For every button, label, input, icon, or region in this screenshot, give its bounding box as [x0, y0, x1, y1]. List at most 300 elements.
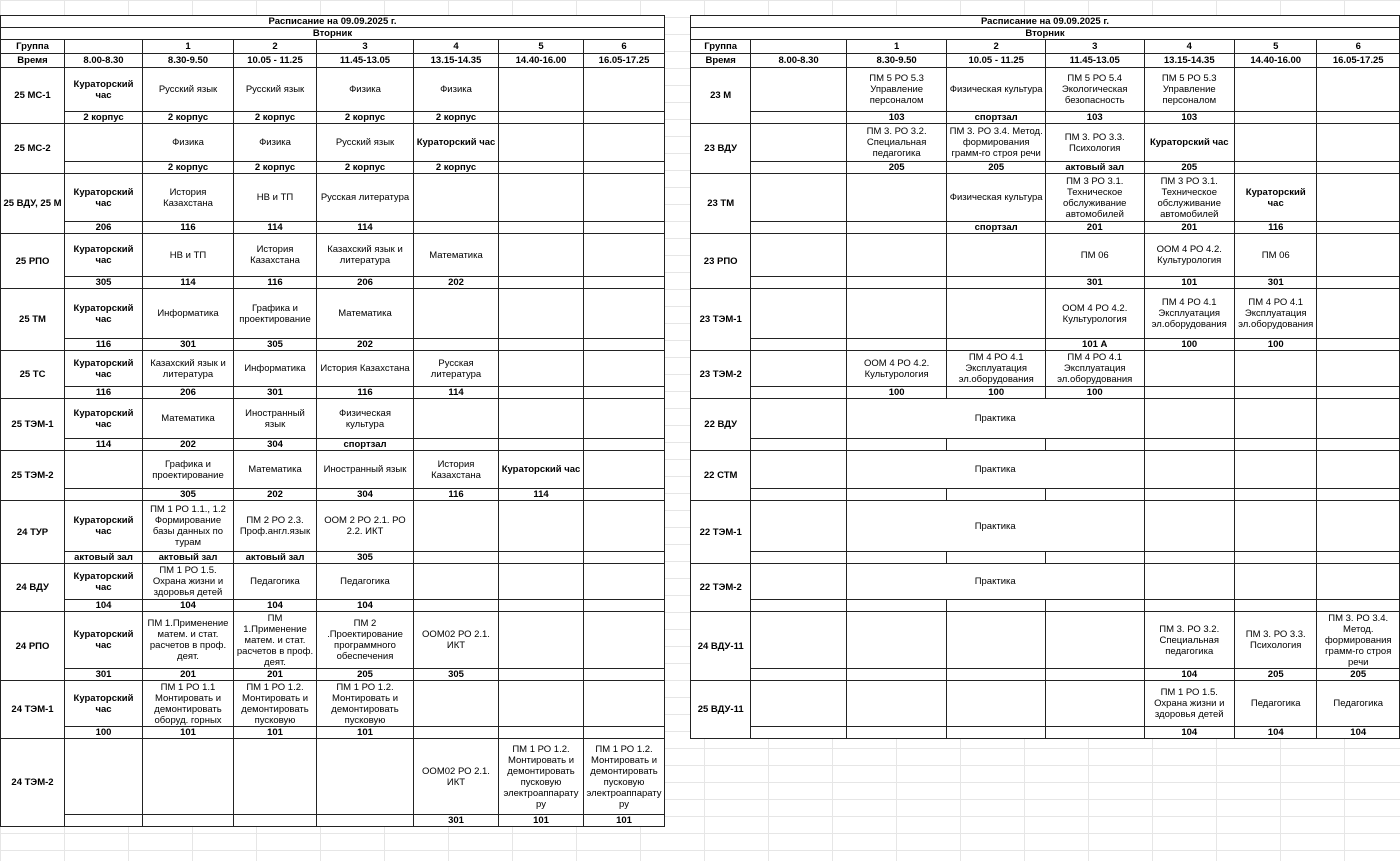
room-cell [499, 387, 584, 399]
room-cell [65, 489, 143, 501]
subject-cell [584, 174, 665, 222]
room-cell: спортзал [947, 222, 1046, 234]
subject-cell [1144, 351, 1235, 387]
lesson-number: 1 [846, 40, 947, 54]
subject-cell [1235, 68, 1317, 112]
group-room-row [691, 552, 1400, 564]
time-slot: 11.45-13.05 [317, 54, 414, 68]
group-subject-row [1, 68, 665, 112]
room-cell [584, 552, 665, 564]
subject-cell: Иностранный язык [317, 451, 414, 489]
group-subject-row [1, 739, 665, 815]
room-cell: 206 [143, 387, 234, 399]
subject-cell [751, 174, 847, 222]
room-cell: 103 [846, 112, 947, 124]
subject-cell [846, 612, 947, 669]
room-cell [414, 439, 499, 451]
practice-cell: Практика [846, 399, 1144, 439]
subject-cell [1045, 681, 1144, 727]
subject-cell: Педагогика [1235, 681, 1317, 727]
subject-cell: ПМ 3 РО 3.1. Техническое обслуживание автомобилей [1144, 174, 1235, 222]
room-cell [1045, 669, 1144, 681]
room-cell: 301 [65, 669, 143, 681]
room-cell: 101 [499, 815, 584, 827]
room-cell: 201 [143, 669, 234, 681]
room-cell [1317, 277, 1400, 289]
subject-cell [499, 681, 584, 727]
group-name: 25 ТС [1, 351, 65, 399]
time-slot: 13.15-14.35 [1144, 54, 1235, 68]
group-room-row [1, 439, 665, 451]
lesson-number: 1 [143, 40, 234, 54]
room-cell: 305 [65, 277, 143, 289]
group-subject-row [691, 68, 1400, 112]
group-room-row [691, 439, 1400, 451]
subject-cell: Кураторский час [65, 174, 143, 222]
subject-cell: Физика [414, 68, 499, 112]
schedule-day: Вторник [691, 28, 1400, 40]
subject-cell [751, 612, 847, 669]
room-cell [1144, 600, 1235, 612]
subject-cell [584, 399, 665, 439]
room-cell [1235, 387, 1317, 399]
room-cell [947, 277, 1046, 289]
group-room-row [691, 489, 1400, 501]
subject-cell: Педагогика [317, 564, 414, 600]
group-name: 24 ТЭМ-2 [1, 739, 65, 827]
subject-cell: Физическая культура [317, 399, 414, 439]
schedule-table-right [690, 15, 1400, 739]
room-cell [1235, 112, 1317, 124]
lesson-number: 5 [499, 40, 584, 54]
group-subject-row [1, 289, 665, 339]
group-name: 24 ТЭМ-1 [1, 681, 65, 739]
group-subject-row [691, 399, 1400, 439]
room-cell [414, 222, 499, 234]
subject-cell [584, 681, 665, 727]
time-slot: 8.00-8.30 [65, 54, 143, 68]
subject-cell: Физика [317, 68, 414, 112]
time-slot: 11.45-13.05 [1045, 54, 1144, 68]
time-slot: 10.05 - 11.25 [234, 54, 317, 68]
subject-cell: Кураторский час [499, 451, 584, 489]
room-cell [584, 669, 665, 681]
subject-cell: ПМ 1 РО 1.5. Охрана жизни и здоровья детей [143, 564, 234, 600]
subject-cell [499, 564, 584, 600]
group-header: Группа [1, 40, 65, 54]
room-cell: 202 [414, 277, 499, 289]
subject-cell: Физическая культура [947, 68, 1046, 112]
group-room-row [1, 600, 665, 612]
subject-cell [499, 289, 584, 339]
group-subject-row [691, 564, 1400, 600]
group-room-row [1, 669, 665, 681]
group-name: 23 М [691, 68, 751, 124]
subject-cell [1317, 174, 1400, 222]
subject-cell [947, 681, 1046, 727]
empty-cell [1144, 451, 1235, 489]
room-cell [584, 489, 665, 501]
room-cell: 104 [1144, 669, 1235, 681]
group-subject-row [691, 174, 1400, 222]
room-cell [499, 162, 584, 174]
room-cell: 301 [234, 387, 317, 399]
group-name: 25 ТМ [1, 289, 65, 351]
room-cell [414, 339, 499, 351]
subject-cell: Физика [143, 124, 234, 162]
subject-cell: Математика [317, 289, 414, 339]
subject-cell: Русский язык [234, 68, 317, 112]
group-name: 24 ВДУ-11 [691, 612, 751, 681]
subject-cell: ПМ 1 РО 1.2. Монтировать и демонтировать пусковую [234, 681, 317, 727]
subject-cell: ООМ 2 РО 2.1. РО 2.2. ИКТ [317, 501, 414, 552]
room-cell [499, 552, 584, 564]
group-subject-row [1, 681, 665, 727]
lesson-number: 2 [947, 40, 1046, 54]
room-cell [1317, 162, 1400, 174]
group-room-row [1, 112, 665, 124]
room-cell [751, 439, 847, 451]
group-name: 24 ВДУ [1, 564, 65, 612]
room-cell: 104 [317, 600, 414, 612]
room-cell [584, 162, 665, 174]
room-cell: 104 [1144, 727, 1235, 739]
group-room-row [691, 727, 1400, 739]
group-subject-row [1, 612, 665, 669]
lesson-number: 6 [1317, 40, 1400, 54]
practice-cell: Практика [846, 564, 1144, 600]
subject-cell: Кураторский час [65, 399, 143, 439]
group-room-row [691, 277, 1400, 289]
subject-cell [65, 451, 143, 489]
room-cell [65, 815, 143, 827]
schedule-title: Расписание на 09.09.2025 г. [1, 16, 665, 28]
subject-cell: ООМ02 РО 2.1. ИКТ [414, 612, 499, 669]
lesson-number-row [691, 40, 1400, 54]
subject-cell: Информатика [143, 289, 234, 339]
room-cell [751, 387, 847, 399]
subject-cell [584, 289, 665, 339]
room-cell [499, 277, 584, 289]
room-cell [751, 162, 847, 174]
subject-cell [1235, 124, 1317, 162]
room-cell [846, 277, 947, 289]
group-subject-row [1, 564, 665, 600]
empty-cell [1235, 564, 1317, 600]
group-room-row [691, 112, 1400, 124]
schedule-title: Расписание на 09.09.2025 г. [691, 16, 1400, 28]
schedule-table-left [0, 15, 665, 827]
room-cell [1144, 489, 1235, 501]
room-cell: 116 [1235, 222, 1317, 234]
practice-cell: Практика [846, 451, 1144, 489]
subject-cell: ООМ 4 РО 4.2. Культурология [1144, 234, 1235, 277]
group-room-row [691, 669, 1400, 681]
subject-cell [499, 68, 584, 112]
group-subject-row [691, 124, 1400, 162]
room-cell: 114 [414, 387, 499, 399]
room-cell: 114 [317, 222, 414, 234]
time-slot: 8.30-9.50 [846, 54, 947, 68]
subject-cell: Русская литература [317, 174, 414, 222]
room-cell [751, 552, 847, 564]
subject-cell: Кураторский час [65, 351, 143, 387]
group-subject-row [691, 234, 1400, 277]
subject-cell [499, 234, 584, 277]
room-cell: 114 [143, 277, 234, 289]
group-room-row [1, 277, 665, 289]
subject-cell: Графика и проектирование [234, 289, 317, 339]
room-cell: 100 [1235, 339, 1317, 351]
group-name: 23 РПО [691, 234, 751, 289]
subject-cell: ПМ 3. РО 3.4. Метод. формирования грамм-го строя речи [1317, 612, 1400, 669]
room-cell [846, 489, 947, 501]
empty-cell [1317, 451, 1400, 489]
room-cell: 116 [414, 489, 499, 501]
lesson-number: 2 [234, 40, 317, 54]
subject-cell: ПМ 1 РО 1.1 Монтировать и демонтировать оборуд. горных [143, 681, 234, 727]
room-cell [414, 600, 499, 612]
subject-cell: Кураторский час [65, 234, 143, 277]
group-subject-row [691, 501, 1400, 552]
time-slot: 8.30-9.50 [143, 54, 234, 68]
subject-cell [751, 289, 847, 339]
subject-cell: Иностранный язык [234, 399, 317, 439]
subject-cell: Графика и проектирование [143, 451, 234, 489]
subject-cell: ПМ 2 РО 2.3. Проф.англ.язык [234, 501, 317, 552]
group-subject-row [1, 399, 665, 439]
group-name: 24 РПО [1, 612, 65, 681]
subject-cell [414, 501, 499, 552]
room-cell: 101 [317, 727, 414, 739]
room-cell: 205 [317, 669, 414, 681]
room-cell [1317, 387, 1400, 399]
group-name: 22 ВДУ [691, 399, 751, 451]
room-cell [846, 552, 947, 564]
room-cell [317, 815, 414, 827]
room-cell [1317, 439, 1400, 451]
subject-cell: ПМ 1 РО 1.2. Монтировать и демонтировать пусковую [317, 681, 414, 727]
room-cell [499, 600, 584, 612]
subject-cell [584, 124, 665, 162]
empty-cell [751, 501, 847, 552]
subject-cell: Педагогика [1317, 681, 1400, 727]
room-cell [1144, 387, 1235, 399]
room-cell [1045, 600, 1144, 612]
time-slot: 8.00-8.30 [751, 54, 847, 68]
subject-cell: История Казахстана [414, 451, 499, 489]
subject-cell [499, 174, 584, 222]
group-room-row [1, 815, 665, 827]
group-room-row [1, 339, 665, 351]
room-cell: спортзал [317, 439, 414, 451]
room-cell: актовый зал [65, 552, 143, 564]
room-cell [584, 600, 665, 612]
subject-cell [414, 399, 499, 439]
room-cell [1045, 552, 1144, 564]
subject-cell: ПМ 4 РО 4.1 Эксплуатация эл.оборудования [1235, 289, 1317, 339]
empty-cell [1235, 399, 1317, 439]
group-subject-row [691, 612, 1400, 669]
group-subject-row [1, 501, 665, 552]
room-cell [499, 112, 584, 124]
empty-cell [1235, 501, 1317, 552]
subject-cell [751, 681, 847, 727]
subject-cell [414, 681, 499, 727]
lesson-number: 6 [584, 40, 665, 54]
subject-cell: Информатика [234, 351, 317, 387]
room-cell [846, 600, 947, 612]
room-cell [1235, 439, 1317, 451]
room-cell [947, 489, 1046, 501]
room-cell: 205 [1144, 162, 1235, 174]
room-cell [499, 727, 584, 739]
group-name: 24 ТУР [1, 501, 65, 564]
room-cell [947, 727, 1046, 739]
empty-cell [1317, 564, 1400, 600]
room-cell: 304 [317, 489, 414, 501]
lesson-number: 5 [1235, 40, 1317, 54]
subject-cell [317, 739, 414, 815]
subject-cell: ПМ 3 РО 3.1. Техническое обслуживание автомобилей [1045, 174, 1144, 222]
time-row [691, 54, 1400, 68]
subject-cell: ПМ 2 .Проектирование программного обеспечения [317, 612, 414, 669]
room-cell [1317, 112, 1400, 124]
room-cell: 116 [143, 222, 234, 234]
room-cell: 2 корпус [317, 112, 414, 124]
room-cell: 2 корпус [234, 112, 317, 124]
subject-cell: История Казахстана [317, 351, 414, 387]
room-cell: 202 [143, 439, 234, 451]
room-cell: 205 [947, 162, 1046, 174]
room-cell [499, 439, 584, 451]
group-name: 25 МС-2 [1, 124, 65, 174]
room-cell: 116 [317, 387, 414, 399]
room-cell [751, 112, 847, 124]
room-cell: актовый зал [1045, 162, 1144, 174]
subject-cell: ПМ 06 [1045, 234, 1144, 277]
room-cell [1045, 727, 1144, 739]
time-header: Время [691, 54, 751, 68]
group-subject-row [691, 351, 1400, 387]
subject-cell: ПМ 5 РО 5.4 Экологическая безопасность [1045, 68, 1144, 112]
subject-cell [751, 68, 847, 112]
room-cell [499, 339, 584, 351]
room-cell: 2 корпус [143, 162, 234, 174]
room-cell: 305 [414, 669, 499, 681]
room-cell: 201 [1144, 222, 1235, 234]
room-cell: 100 [846, 387, 947, 399]
lesson-number: 3 [317, 40, 414, 54]
subject-cell: История Казахстана [143, 174, 234, 222]
group-subject-row [1, 451, 665, 489]
subject-cell: ПМ 3. РО 3.3. Психология [1235, 612, 1317, 669]
room-cell: 301 [414, 815, 499, 827]
room-cell: 201 [234, 669, 317, 681]
room-cell: 114 [65, 439, 143, 451]
room-cell [65, 162, 143, 174]
room-cell: 100 [1144, 339, 1235, 351]
time-slot: 14.40-16.00 [499, 54, 584, 68]
room-cell [1235, 489, 1317, 501]
room-cell [846, 222, 947, 234]
room-cell [947, 669, 1046, 681]
subject-cell: ПМ 4 РО 4.1 Эксплуатация эл.оборудования [1045, 351, 1144, 387]
practice-cell: Практика [846, 501, 1144, 552]
room-cell: 101 [584, 815, 665, 827]
room-cell: 104 [65, 600, 143, 612]
room-cell: 114 [234, 222, 317, 234]
room-cell [1317, 222, 1400, 234]
subject-cell [751, 234, 847, 277]
group-name: 23 ТЭМ-1 [691, 289, 751, 351]
room-cell: 205 [1317, 669, 1400, 681]
group-room-row [691, 222, 1400, 234]
subject-cell: ПМ 5 РО 5.3 Управление персоналом [846, 68, 947, 112]
room-cell [846, 439, 947, 451]
room-cell [947, 552, 1046, 564]
room-cell: 301 [1235, 277, 1317, 289]
subject-cell [414, 564, 499, 600]
room-cell: 305 [143, 489, 234, 501]
group-room-row [1, 552, 665, 564]
room-cell: 101 А [1045, 339, 1144, 351]
subject-cell [499, 399, 584, 439]
subject-cell [65, 124, 143, 162]
room-cell: 104 [1317, 727, 1400, 739]
room-cell: 304 [234, 439, 317, 451]
subject-cell [499, 351, 584, 387]
subject-cell [1045, 612, 1144, 669]
lesson-number [751, 40, 847, 54]
group-name: 25 ТЭМ-1 [1, 399, 65, 451]
subject-cell: Кураторский час [65, 68, 143, 112]
subject-cell [947, 289, 1046, 339]
room-cell [584, 727, 665, 739]
room-cell [947, 600, 1046, 612]
time-slot: 10.05 - 11.25 [947, 54, 1046, 68]
subject-cell [947, 612, 1046, 669]
room-cell: 100 [1045, 387, 1144, 399]
group-subject-row [1, 174, 665, 222]
subject-cell [414, 174, 499, 222]
subject-cell [584, 501, 665, 552]
room-cell [751, 277, 847, 289]
room-cell: 2 корпус [234, 162, 317, 174]
empty-cell [751, 399, 847, 439]
room-cell [1144, 552, 1235, 564]
subject-cell: ПМ 4 РО 4.1 Эксплуатация эл.оборудования [1144, 289, 1235, 339]
group-subject-row [1, 234, 665, 277]
room-cell [414, 552, 499, 564]
room-cell: 104 [143, 600, 234, 612]
time-slot: 13.15-14.35 [414, 54, 499, 68]
group-subject-row [691, 451, 1400, 489]
room-cell: 100 [947, 387, 1046, 399]
subject-cell: Математика [414, 234, 499, 277]
subject-cell: Физика [234, 124, 317, 162]
subject-cell: ООМ 4 РО 4.2. Культурология [1045, 289, 1144, 339]
room-cell [751, 727, 847, 739]
subject-cell: Математика [234, 451, 317, 489]
subject-cell: ПМ 3. РО 3.4. Метод. формирования грамм-го строя речи [947, 124, 1046, 162]
group-name: 22 ТЭМ-2 [691, 564, 751, 612]
subject-cell: Русская литература [414, 351, 499, 387]
subject-cell: Физическая культура [947, 174, 1046, 222]
lesson-number: 4 [1144, 40, 1235, 54]
subject-cell: Кураторский час [1235, 174, 1317, 222]
subject-cell: Кураторский час [414, 124, 499, 162]
